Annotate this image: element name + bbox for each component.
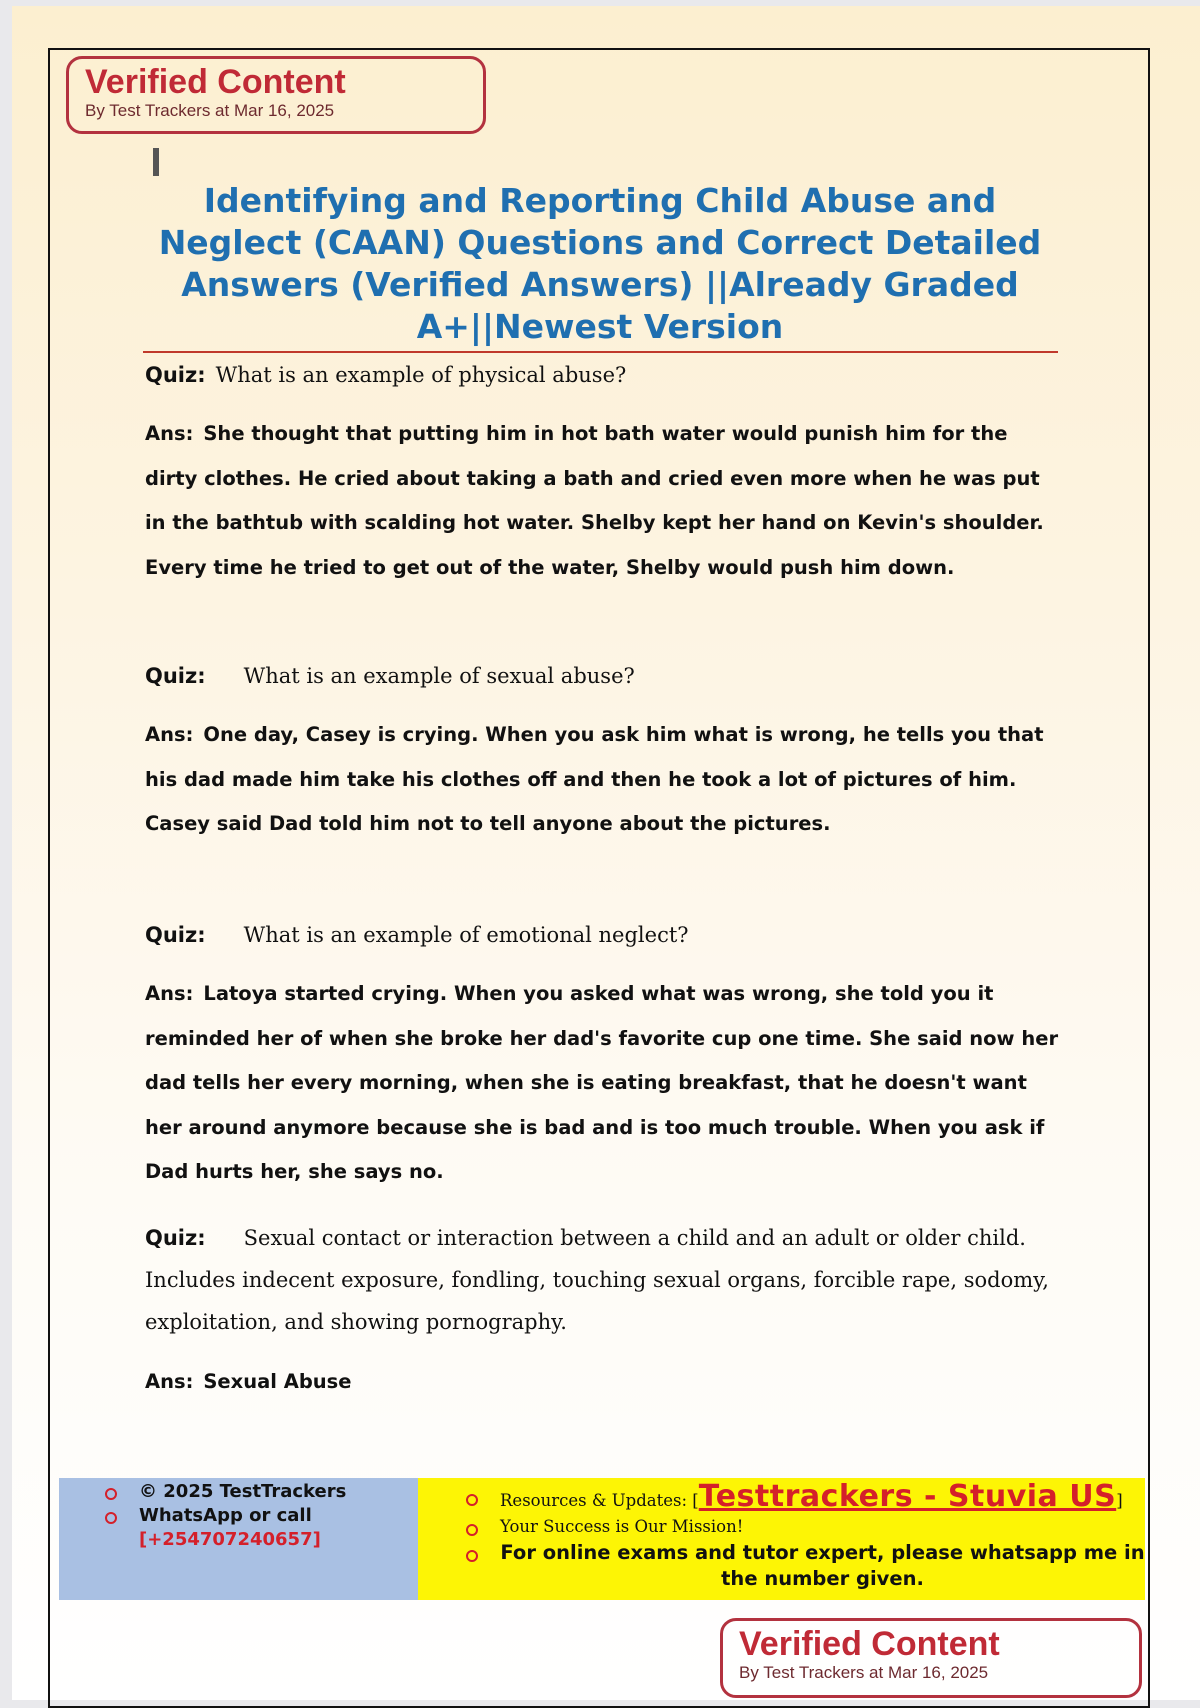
question — [145, 360, 1065, 390]
answer-text: Latoya started crying. When you asked what was wrong, she told you it reminded her of when she broke her dad's favorite cup one time. She said now her dad tells her every morning, when she is eating breakfast, that he doesn't want her around anymore because she is bad and is too much trouble. When you ask if Dad hurts her, she says no. — [145, 982, 1059, 1183]
footer-banner — [59, 1478, 1145, 1600]
stamp-subtitle: By Test Trackers at Mar 16, 2025 — [739, 1663, 989, 1682]
circle-bullet-icon — [466, 1494, 478, 1506]
stuvia-link[interactable]: Testtrackers - Stuvia US — [698, 1479, 1117, 1514]
quiz-label: Quiz: — [145, 664, 206, 688]
document-title: Identifying and Reporting Child Abuse and Neglect (CAAN) Questions and Correct Detailed Answers (Verified Answers) ||Already Graded A+||Newest Version — [158, 181, 1042, 346]
circle-bullet-icon — [466, 1550, 478, 1562]
question-text: What is an example of emotional neglect? — [243, 923, 689, 947]
quiz-label: Quiz: — [145, 923, 206, 947]
footer-resources-item — [418, 1479, 1145, 1514]
answer-text: One day, Casey is crying. When you ask him what is wrong, he tells you that his dad made him take his clothes off and then he took a lot of pictures of him. Casey said Dad told him not to tell anyone about the pictures. — [145, 723, 1044, 835]
answer-block-1 — [145, 412, 1065, 590]
question — [145, 920, 1065, 950]
title-divider — [143, 351, 1058, 353]
footer-mission-item — [418, 1514, 1145, 1540]
qa-item-3 — [145, 920, 1065, 950]
stamp-title: Verified Content — [739, 1625, 1000, 1663]
quiz-label: Quiz: — [145, 363, 206, 387]
question — [145, 1217, 1065, 1343]
answer-block-3 — [145, 972, 1065, 1195]
answer-text: Sexual Abuse — [203, 1370, 352, 1393]
question — [145, 661, 1065, 691]
answer — [145, 412, 1065, 590]
question-text: Sexual contact or interaction between a child and an adult or older child. Includes indecent exposure, fondling, touching sexual organs, forcible rape, sodomy, exploitation, and showing pornography. — [145, 1226, 1049, 1334]
ans-label: Ans: — [145, 422, 194, 445]
answer — [145, 972, 1065, 1195]
answer — [145, 713, 1065, 847]
copyright-text: © 2025 TestTrackers — [139, 1481, 347, 1502]
answer — [145, 1360, 1065, 1405]
ans-label: Ans: — [145, 1370, 194, 1393]
answer-block-2 — [145, 713, 1065, 847]
quiz-label: Quiz: — [145, 1226, 206, 1250]
verified-stamp-top — [66, 56, 486, 134]
question-text: What is an example of sexual abuse? — [243, 664, 635, 688]
resources-close: ] — [1116, 1491, 1123, 1510]
circle-bullet-icon — [105, 1488, 117, 1500]
stamp-subtitle: By Test Trackers at Mar 16, 2025 — [85, 101, 335, 120]
footer-tutor-item — [418, 1540, 1145, 1592]
question-text: What is an example of physical abuse? — [215, 363, 627, 387]
mission-text: Your Success is Our Mission! — [500, 1517, 744, 1536]
qa-item-4 — [145, 1217, 1065, 1343]
answer-block-4 — [145, 1360, 1065, 1405]
ans-label: Ans: — [145, 723, 194, 746]
text-cursor — [153, 148, 159, 176]
qa-item-2 — [145, 661, 1065, 691]
footer-whatsapp-item — [59, 1504, 418, 1552]
resources-label: Resources & Updates: [ — [500, 1491, 699, 1510]
whatsapp-label: WhatsApp or call — [139, 1505, 312, 1526]
footer-copyright-item — [59, 1480, 418, 1504]
verified-stamp-bottom — [720, 1618, 1142, 1698]
footer-contact — [59, 1478, 418, 1600]
answer-text: She thought that putting him in hot bath water would punish him for the dirty clothes. He cried about taking a bath and cried even more when he was put in the bathtub with scalding hot water. Shelby kept her hand on Kevin's shoulder. Every time he tried to get out of the water, Shelby would push him down. — [145, 422, 1044, 579]
circle-bullet-icon — [105, 1512, 117, 1524]
ans-label: Ans: — [145, 982, 194, 1005]
tutor-note: For online exams and tutor expert, please whatsapp me in the number given. — [500, 1541, 1145, 1590]
stamp-title: Verified Content — [85, 63, 346, 101]
qa-item-1 — [145, 360, 1065, 390]
circle-bullet-icon — [466, 1524, 478, 1536]
phone-number[interactable]: [+254707240657] — [139, 1529, 321, 1550]
footer-resources — [418, 1478, 1145, 1600]
